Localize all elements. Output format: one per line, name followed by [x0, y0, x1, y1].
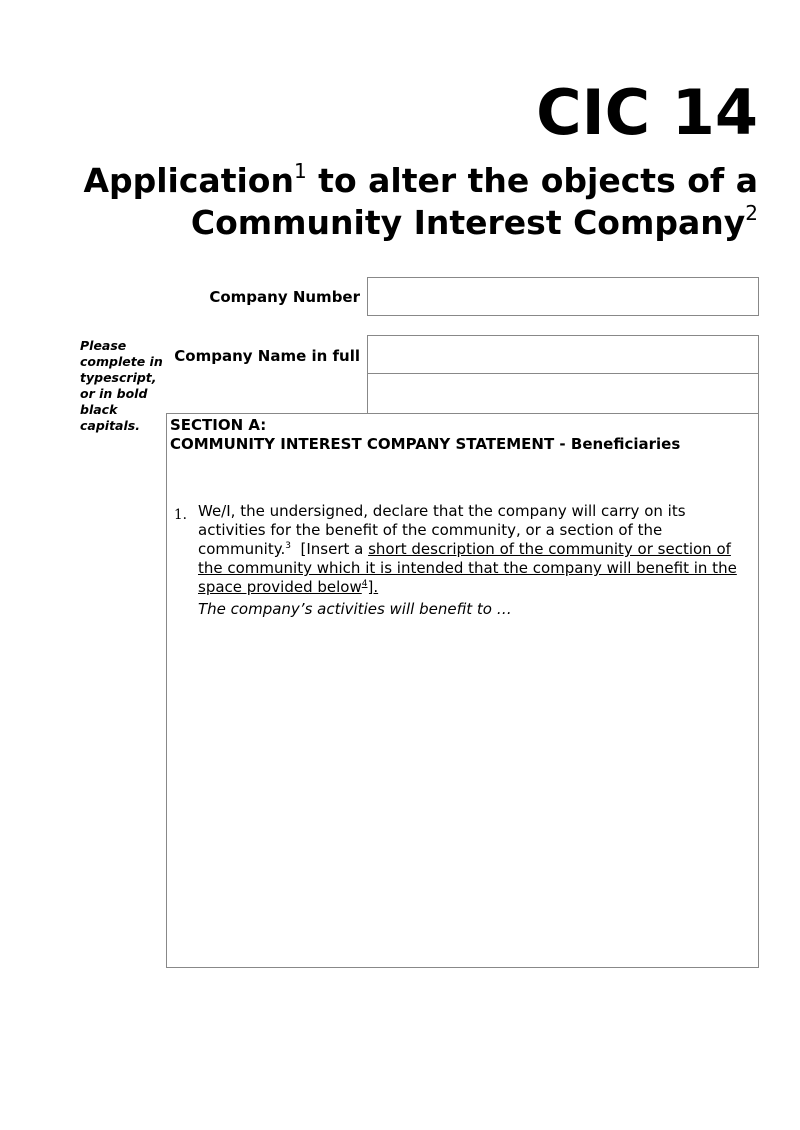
company-name-input-line-1[interactable]: [368, 336, 758, 373]
company-number-label: Company Number: [209, 288, 360, 306]
section-a-heading: [170, 416, 680, 454]
item-number: 1.: [174, 507, 187, 523]
form-title: [58, 160, 758, 244]
section-a-subtitle: COMMUNITY INTEREST COMPANY STATEMENT - Beneficiaries: [170, 435, 681, 453]
company-number-input[interactable]: [368, 278, 758, 315]
footnote-ref-2: 2: [745, 201, 758, 225]
beneficiaries-lead-in: The company’s activities will benefit to …: [198, 600, 512, 618]
company-name-input-line-2[interactable]: [368, 374, 758, 413]
company-name-label: Company Name in full: [174, 347, 360, 365]
beneficiaries-answer-area[interactable]: [195, 626, 754, 960]
company-name-box-2: [367, 373, 759, 414]
footnote-ref-1: 1: [293, 159, 307, 183]
footnote-ref-3: 3: [285, 541, 291, 551]
footnote-ref-4: 4: [361, 579, 368, 589]
declaration-statement: We/I, the undersigned, declare that the company will carry on its activities for the benefit of the community, or a section of the community.$^3$ [Insert a short description of the community or section of the community which it is intended that the company will benefit in the space provided below$^4$].: [198, 502, 737, 596]
company-name-box-1: [367, 335, 759, 374]
title-line-2: Community Interest Company$^2$: [190, 201, 758, 242]
instructions-note: Please complete in typescript, or in bold black capitals.: [80, 338, 163, 433]
company-number-box: [367, 277, 759, 316]
instruction-text: short description of the community or section of the community which it is intended that the company will benefit in the space provided below: [198, 540, 737, 596]
section-a-title: SECTION A:: [170, 416, 267, 434]
title-line-1: Application$^1$ to alter the objects of a: [83, 159, 758, 200]
section-a: [166, 413, 759, 968]
form-code: CIC 14: [536, 76, 758, 149]
